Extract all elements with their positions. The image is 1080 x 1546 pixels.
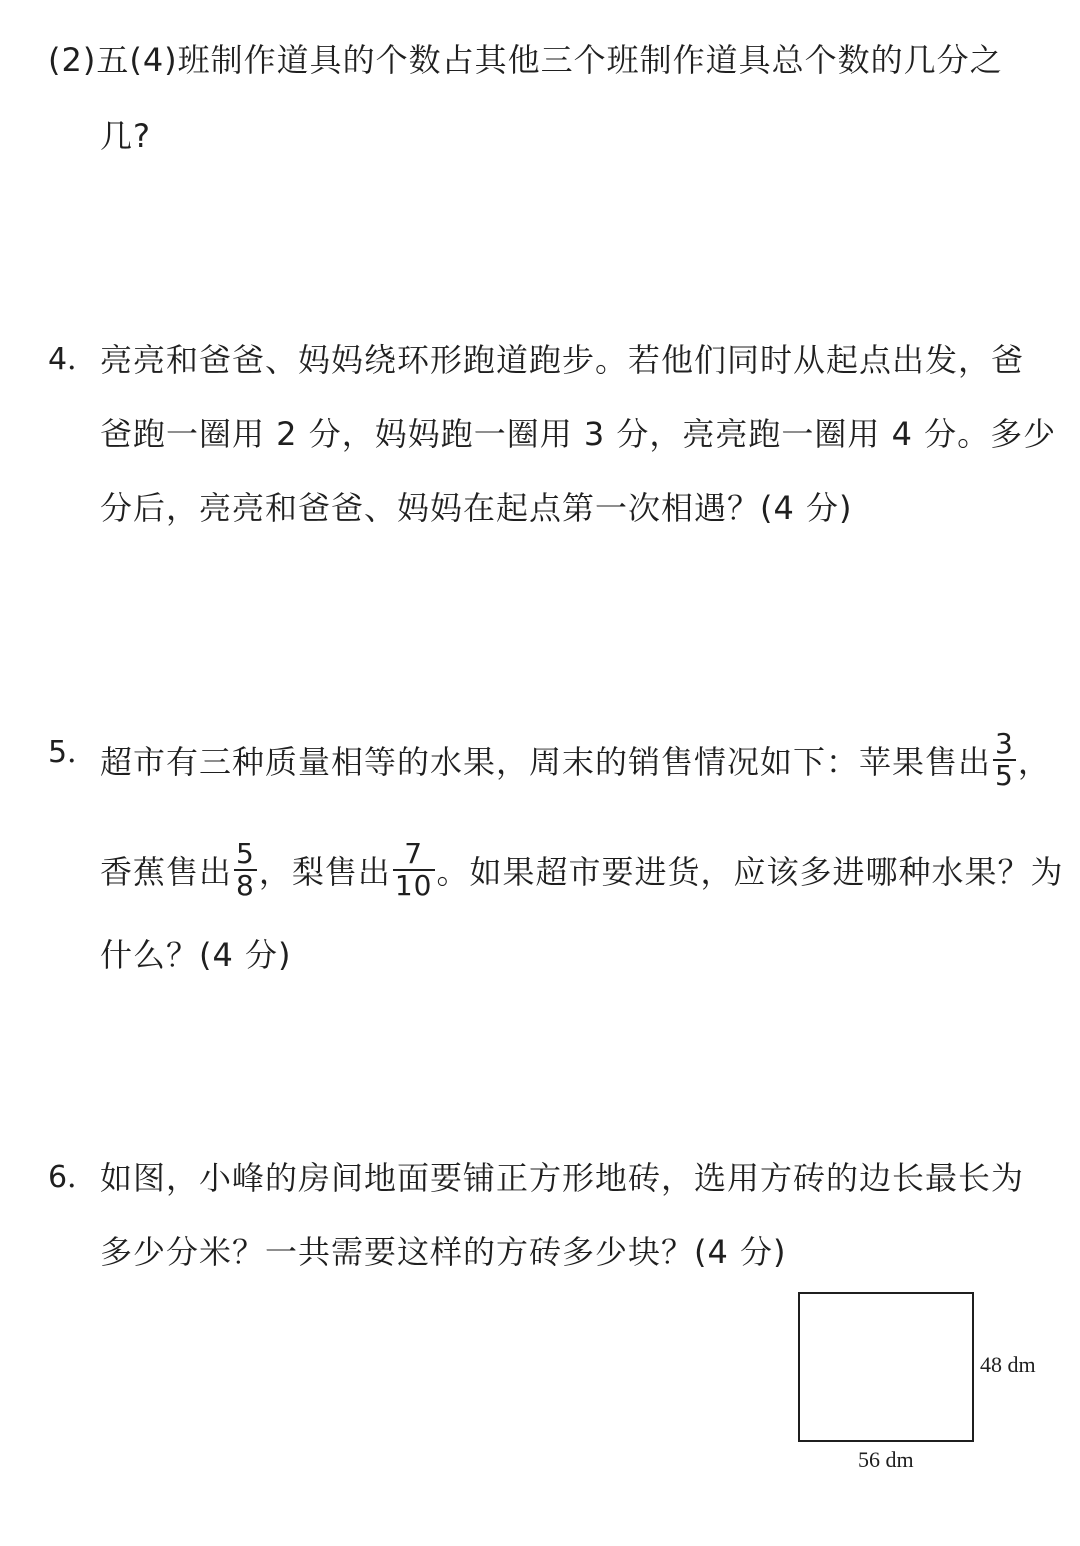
q4-number: 4． [48,342,98,377]
pear-fraction-denominator: 10 [394,869,433,902]
q3-part2-line2: 几? [100,117,151,155]
q3-part2-line1: (2)五(4)班制作道具的个数占其他三个班制作道具总个数的几分之 [48,41,1003,79]
banana-fraction-denominator: 8 [236,869,255,902]
banana-fraction-numerator: 5 [236,837,255,870]
q6-line2: 多少分米？一共需要这样的方砖多少块？(4 分) [100,1233,787,1271]
room-floor-rectangle [798,1292,974,1442]
apple-fraction-denominator: 5 [995,759,1014,792]
q6-line1: 如图，小峰的房间地面要铺正方形地砖，选用方砖的边长最长为 [100,1159,1025,1197]
q5-line1 [100,727,1051,795]
q6-number: 6． [48,1160,98,1195]
q5-line2-b: ，梨售出 [258,853,391,891]
q5-line2-a: 香蕉售出 [100,853,233,891]
pear-fraction-numerator: 7 [404,837,424,870]
q4-line1: 亮亮和爸爸、妈妈绕环形跑道跑步。若他们同时从起点出发，爸 [100,341,1025,379]
q5-line2-c: 。如果超市要进货，应该多进哪种水果？为 [436,853,1064,891]
q4-line2: 爸跑一圈用 2 分，妈妈跑一圈用 3 分，亮亮跑一圈用 4 分。多少 [100,415,1057,453]
q5-line1-end: ， [1017,743,1051,781]
room-width-label: 56 dm [858,1447,914,1472]
q5-line3: 什么？(4 分) [100,936,292,974]
pear-fraction [393,839,435,901]
q5-line2 [100,837,1064,905]
apple-fraction [993,729,1016,791]
q5-line1-text: 超市有三种质量相等的水果，周末的销售情况如下：苹果售出 [100,743,992,781]
q5-number: 5． [48,735,98,770]
q4-line3: 分后，亮亮和爸爸、妈妈在起点第一次相遇？(4 分) [100,489,853,527]
room-height-label: 48 dm [980,1352,1036,1377]
apple-fraction-numerator: 3 [995,727,1014,760]
banana-fraction [234,839,257,901]
